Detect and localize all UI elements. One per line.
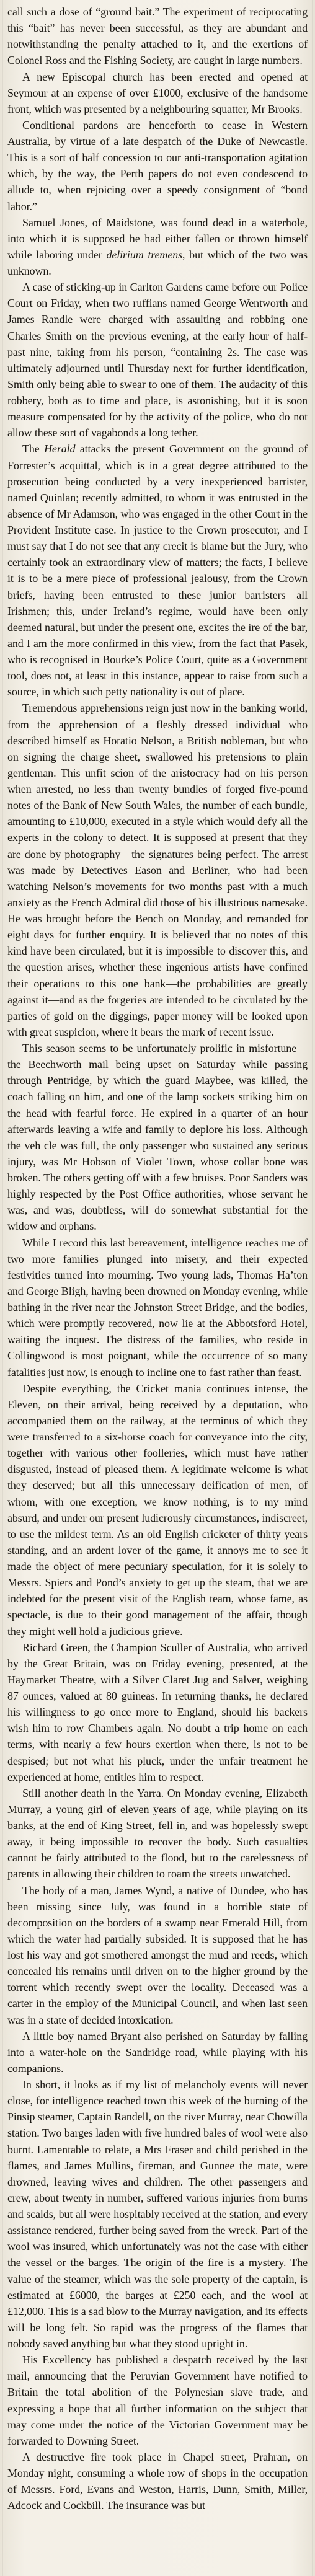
article-paragraph — [7, 1882, 308, 2028]
italic-text: Herald — [44, 443, 76, 456]
paragraph-text: Despite everything, the Cricket mania continues intense, the Eleven, on their arrival, being received by a deputation, who accompanied them on the railway, at the terminus of which they were transferred to a six-horse coach for conveyance into the city, together with various other foolleries, which must have rather disgusted, instead of pleased them. A legitimate welcome is what they deserved; but all this unnecessary deification of men, of whom, with one exception, we know nothing, is to my mind absurd, and under our present ludicrously circumstances, indiscreet, to use the mildest term. As an old English cricketer of thirty years standing, and an ardent lover of the game, it annoys me to see it made the object of mere pecuniary speculation, for it is solely to Messrs. Spiers and Pond’s anxiety to get up the steam, that we are indebted for the present visit of the English team, whose fame, as spectacle, is due to their good management of the affair, though they might well hold a judicious grieve. — [7, 1382, 308, 1638]
paragraph-text: A new Episcopal church has been erected and opened at Seymour at an expense of over £1000, exclusive of the handsome front, which was presented by a neighbouring squatter, Mr Brooks. — [7, 70, 308, 115]
article-paragraph — [7, 279, 308, 441]
paragraph-text: A case of sticking-up in Carlton Gardens came before our Police Court on Friday, when two ruffians named George Wentworth and James Randle were charged with assaulting and robbing one Charles Smith on the previous evening, at the early hour of half-past nine, taking from his person, “containing 2s. The case was ultimately adjourned until Thursday next for further identification, Smith only being able to swear to one of them. The audacity of this robbery, both as to time and place, is astonishing, but it is soon measure compensated for by the activity of the police, who do not allow these sort of vagabonds a long tether. — [7, 281, 308, 439]
paragraph-text: His Excellency has published a despatch received by the last mail, announcing that the Peruvian Government have notified to Britain the total abolition of the Polynesian slave trade, and expressing a hope that all further information on the subject that may come under the notice of the Victorian Government may be forwarded to Downing Street. — [7, 2353, 308, 2447]
article-paragraph — [7, 117, 308, 214]
article-paragraph — [7, 2449, 308, 2514]
paragraph-text: The body of a man, James Wynd, a native of Dundee, who has been missing since July, was found in a horrible state of decomposition on the borders of a swamp near Emerald Hill, from which the water had partially subsided. It is supposed that he has lost his way and got smothered amongst the mud and reeds, which concealed his remains until driven on to the higher ground by the torrent which recently swept over the locality. Deceased was a carter in the employ of the Municipal Council, and when last seen was in a state of decided intoxication. — [7, 1884, 308, 2026]
paragraph-text: The — [22, 443, 45, 456]
paragraph-text: While I record this last bereavement, intelligence reaches me of two more families plunged into misery, and their expected festivities turned into mourning. Two young lads, Thomas Ha’ton and George Bligh, having been drowned on Monday evening, while bathing in the river near the Johnston Street Bridge, and the bodies, which were promptly recovered, now lie at the Abbotsford Hotel, waiting the inquest. The distress of the families, who reside in Collingwood is most poignant, while the occurrence of so many fatalities just now, is enough to incline one to fast rather than feast. — [7, 1236, 308, 1378]
article-paragraph — [7, 1040, 308, 1235]
paragraph-text: , but which of the two was unknown. — [7, 248, 308, 277]
paragraph-text: Tremendous apprehensions reign just now in the banking world, from the apprehension of a fleshly dressed individual who described himself as Horatio Nelson, a British nobleman, but who on signing the charge sheet, swallowed his pretensions to plain gentleman. This unfit scion of the aristocracy had on his person when arrested, no less than twenty bundles of forged five-pound notes of the Bank of New South Wales, the number of each bundle, amounting to £10,000, executed in a style which would defy all the experts in the colony to detect. It is supposed at present that they are done by photography—the signatures being perfect. The arrest was made by Detectives Eason and Berliner, who had been watching Nelson’s movements for two months past with a much anxiety as the French Admiral did those of his illustrious namesake. He was brought before the Bench on Monday, and remanded for eight days for further enquiry. It is believed that no notes of this kind have been circulated, but it is impossible to discover this, and the question arises, whether these ingenious artists have confined their operations to this one bank—the probabilities are greatly against it—and as the forgeries are intended to be circulated by the parties of gold on the diggings, paper money will be looked upon with great suspicion, where it bears the mark of recent issue. — [7, 702, 308, 1038]
article-paragraph — [7, 2352, 308, 2449]
paragraph-text: attacks the present Government on the ground of Forrester’s acquittal, which is in a great degree attributed to the prosecution being conducted by a very inexperienced barrister, named Quinlan; recently admitted, to whom it was entrusted in the absence of Mr Adamson, who was engaged in the other Court in the Provident Institute case. In justice to the Crown prosecutor, and I must say that I do not see that any crecit is blame but the Jury, who certainly took an extraordinary view of matters; the facts, I believe it is to be a mere piece of professional jealousy, from the Crown briefs, having been entrusted to these junior barristers—all Irishmen; this, under Ireland’s regime, would have been only deemed natural, but under the present one, excites the ire of the bar, and I am the more confirmed in this view, from the fact that Pasek, who is recognised in Bourke’s Police Court, quite as a Government tool, does not, at least in this instance, appear to raise from such a source, in which such petty nationality is out of place. — [7, 443, 308, 699]
paragraph-text: Richard Green, the Champion Sculler of Australia, who arrived by the Great Britain, was on Friday evening, presented, at the Haymarket Theatre, with a Silver Claret Jug and Salver, weighing 87 ounces, valued at 80 guineas. In returning thanks, he declared his willingness to go once more to England, should his backers wish him to row Chambers again. No doubt a trip home on each terms, with nearly a few hours exertion when there, is not to be despised; but not what his pluck, under the unfair treatment he experienced at home, entitles him to respect. — [7, 1641, 308, 1783]
paragraph-text: This season seems to be unfortunately prolific in misfortune—the Beechworth mail being upset on Saturday while passing through Pentridge, by which the guard Maybee, was killed, the coach falling on him, and one of the lamp sockets striking him on the head with fearful force. He expired in a quarter of an hour afterwards leaving a wife and family to deplore his loss. Although the veh cle was full, the only passenger who sustained any serious injury, was Mr Hobson of Violet Town, whose collar bone was broken. The others getting off with a few bruises. Poor Sanders was highly respected by the Post Office authorities, whose servant he was, and was, doubtless, will do somewhat substantial for the widow and orphans. — [7, 1042, 308, 1233]
article-paragraph — [7, 214, 308, 280]
news-column — [7, 4, 308, 2513]
paragraph-text: call such a dose of “ground bait.” The experiment of reciprocating this “bait” has never been successful, as they are abundant and notwithstanding the penalty attached to it, and the exertions of Colonel Ross and the Fishing Society, are caught in large numbers. — [7, 6, 308, 67]
paragraph-text: Samuel Jones, of Maidstone, was found dead in a waterhole, into which it is supposed he had either fallen or thrown himself while laboring under — [7, 216, 308, 261]
article-paragraph — [7, 1235, 308, 1380]
paragraph-text: In short, it looks as if my list of melancholy events will never close, for intelligence reached town this week of the burning of the Pinsip steamer, Captain Randell, on the river Murray, near Chowilla station. Two barges laden with five hundred bales of wool were also burnt. Lamentable to relate, a Mrs Fraser and child perished in the flames, and James Mullins, fireman, and Gunnee the mate, were drowned, leaving wives and children. The other passengers and crew, about twenty in number, suffered various injuries from burns and scalds, but all were hospitably received at the station, and every assistance rendered, further being saved from the wreck. Part of the wool was insured, which unfortunately was not the case with either the vessel or the barges. The origin of the fire is a mystery. The value of the steamer, which was the sole property of the captain, is estimated at £6000, the barges at £250 each, and the wool at £12,000. This is a sad blow to the Murray navigation, and its effects will be long felt. So rapid was the progress of the flames that nobody saved anything but what they stood upright in. — [7, 2078, 308, 2350]
article-paragraph — [7, 1380, 308, 1639]
article-paragraph — [7, 1785, 308, 1882]
page-edge-shadow — [312, 0, 313, 2576]
paragraph-text: Still another death in the Yarra. On Monday evening, Elizabeth Murray, a young girl of eleven years of age, while playing on its banks, at the end of King Street, fell in, and was hopelessly swept away, it being impossible to recover the body. Such casualties cannot be fairly attributed to the flood, but to the carelessness of parents in allowing their children to roam the streets unwatched. — [7, 1786, 308, 1881]
article-paragraph — [7, 700, 308, 1040]
italic-text: delirium tremens — [106, 248, 183, 261]
paragraph-text: Conditional pardons are henceforth to cease in Western Australia, by virtue of a late despatch of the Duke of Newcastle. This is a sort of half concession to our anti-transportation agitation which, by the way, the Perth papers do not even condescend to allude to, when rejoicing over a speedy consignment of “bond labor.” — [7, 118, 308, 213]
article-paragraph — [7, 2028, 308, 2076]
article-paragraph — [7, 2076, 308, 2352]
paragraph-text: A little boy named Bryant also perished on Saturday by falling into a water-hole on the Sandridge road, while playing with his companions. — [7, 2029, 308, 2075]
article-paragraph — [7, 1639, 308, 1785]
article-paragraph — [7, 441, 308, 700]
paragraph-text: A destructive fire took place in Chapel street, Prahran, on Monday night, consuming a whole row of shops in the occupation of Messrs. Ford, Evans and Weston, Harris, Dunn, Smith, Miller, Adcock and Cockbill. The insurance was but — [7, 2450, 308, 2512]
article-paragraph — [7, 4, 308, 69]
page-edge-shadow — [2, 0, 3, 2576]
article-paragraph — [7, 69, 308, 117]
